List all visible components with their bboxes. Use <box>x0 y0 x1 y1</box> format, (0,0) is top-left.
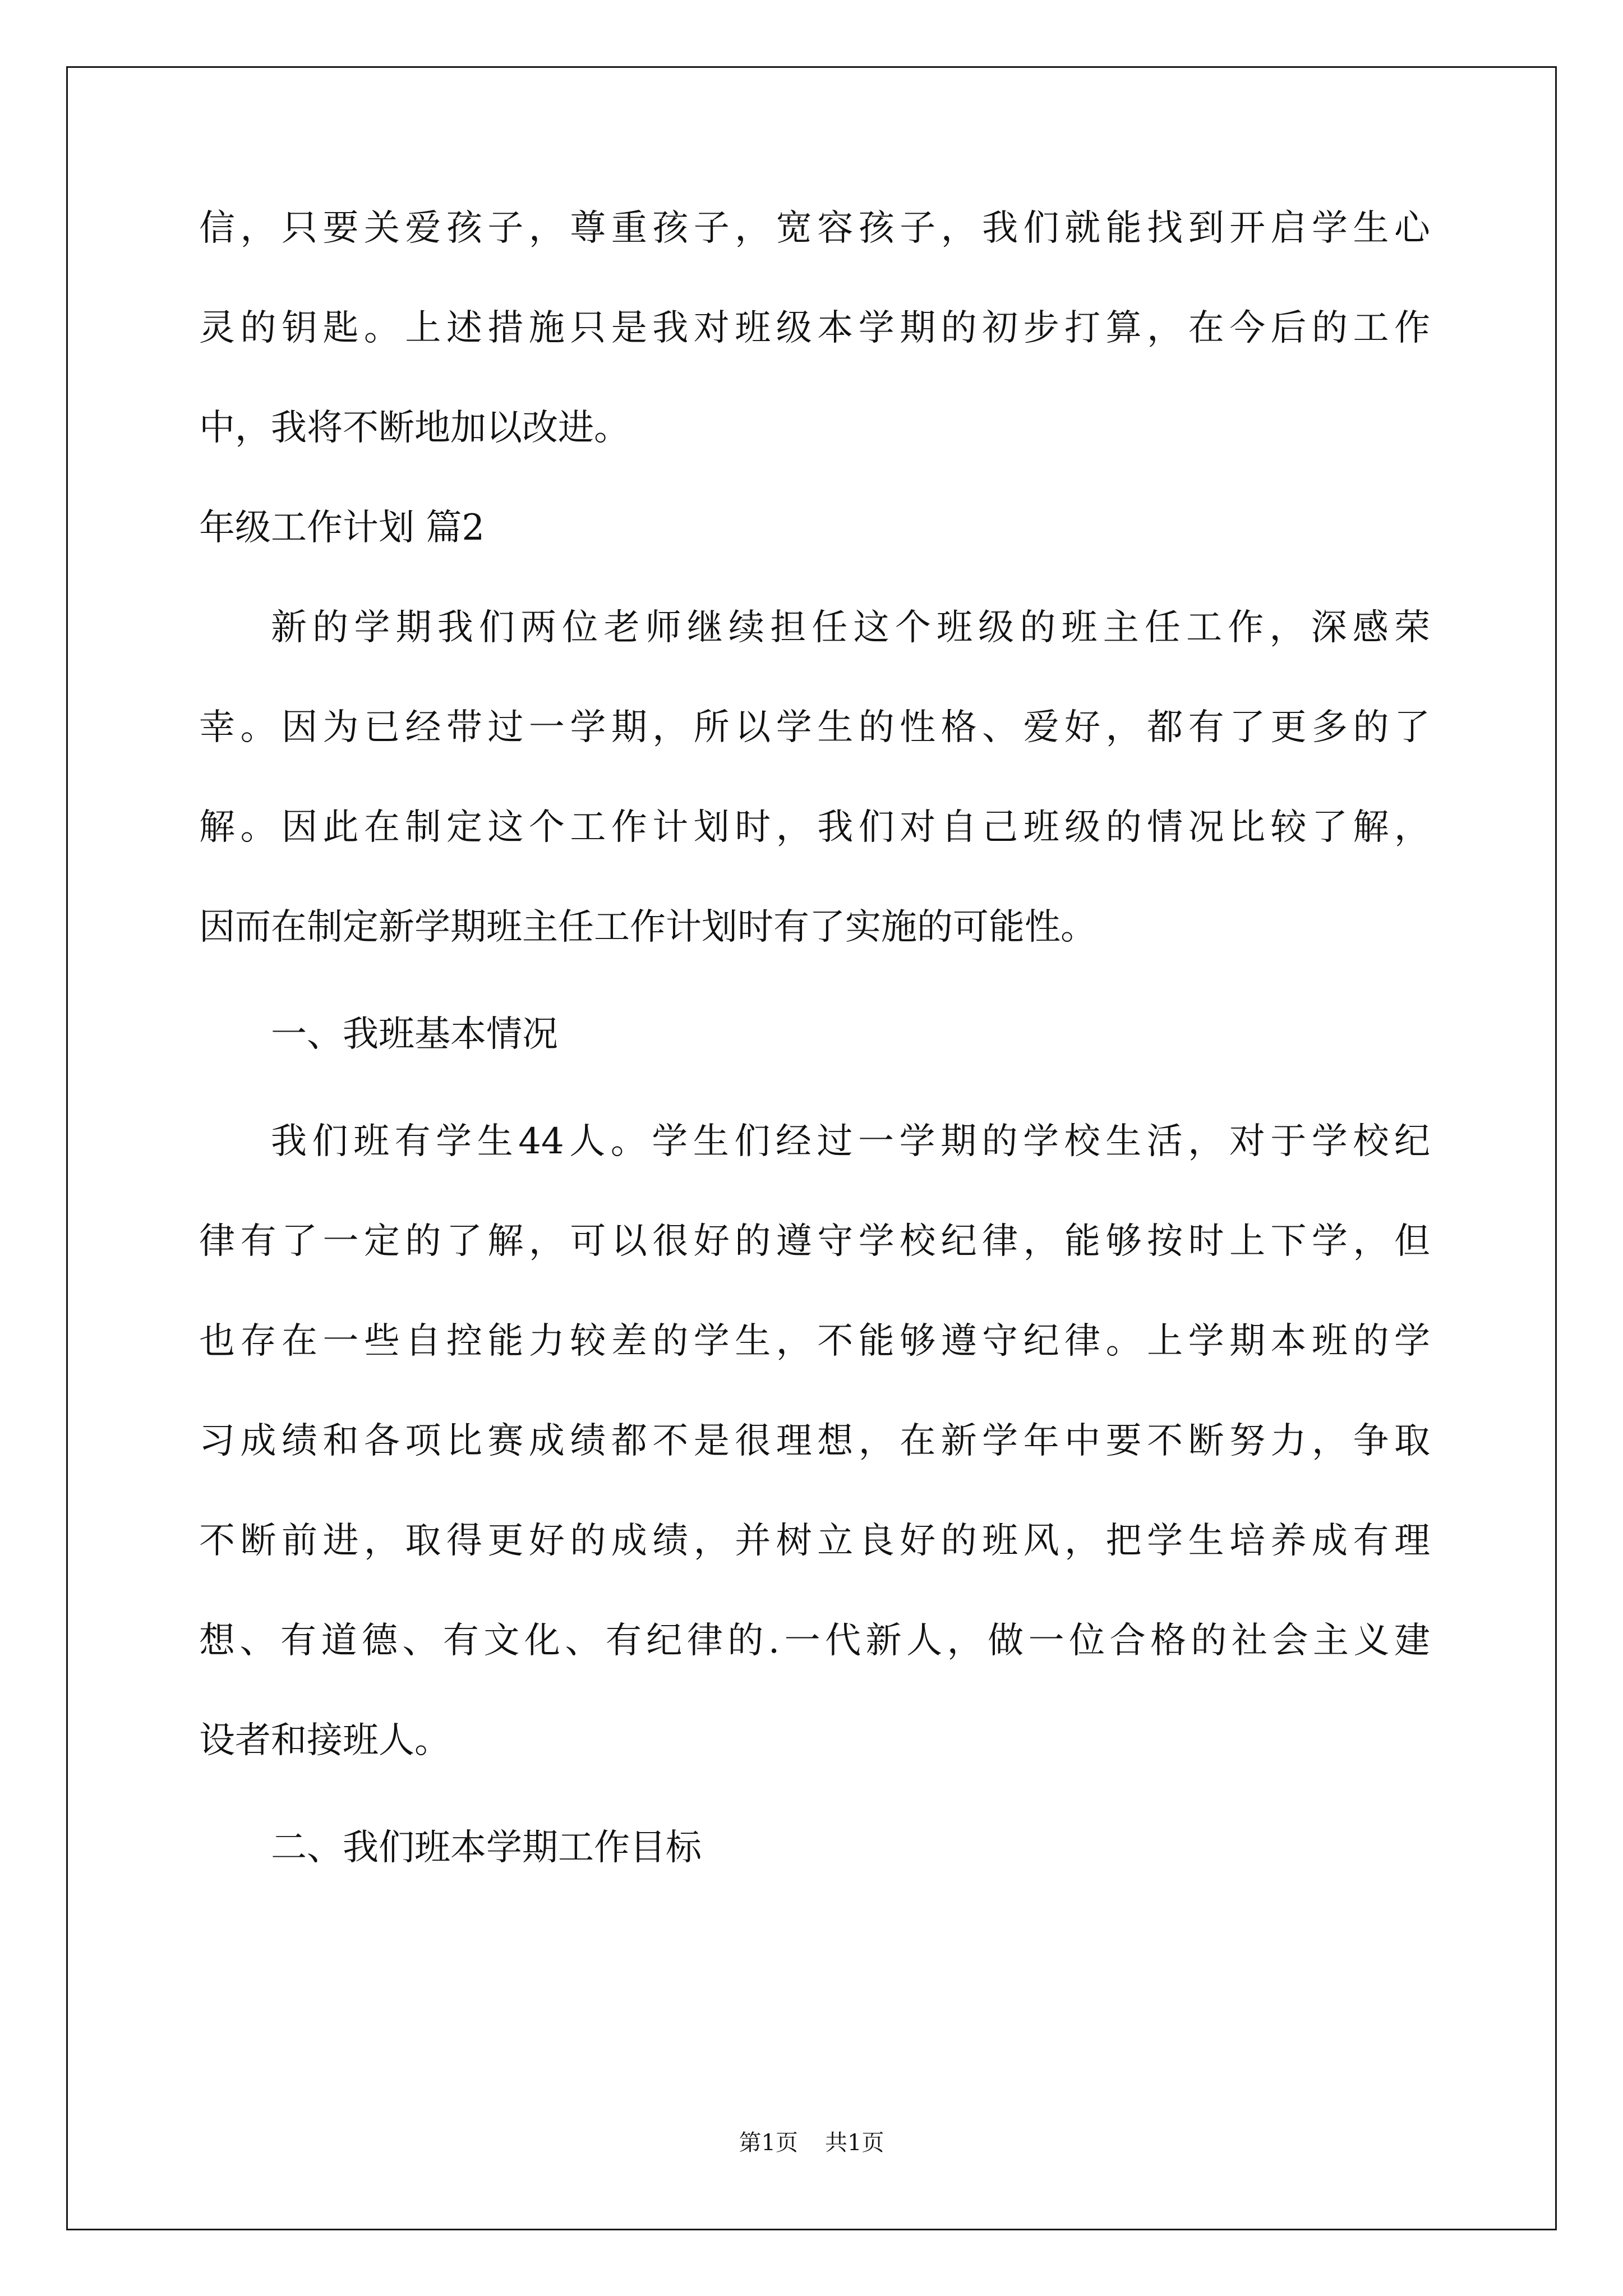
paragraph-line: 中，我将不断地加以改进。 <box>199 407 630 449</box>
paragraph-line: 信，只要关爱孩子，尊重孩子，宽容孩子，我们就能找到开启学生心 <box>199 208 1430 249</box>
paragraph-line: 也存在一些自控能力较差的学生，不能够遵守纪律。上学期本班的学 <box>199 1320 1430 1362</box>
subsection-heading: 二、我们班本学期工作目标 <box>271 1827 702 1869</box>
paragraph-line: 想、有道德、有文化、有纪律的.一代新人，做一位合格的社会主义建 <box>199 1620 1430 1662</box>
subsection-heading: 一、我班基本情况 <box>271 1014 558 1055</box>
page-total: 共1页 <box>825 2130 884 2156</box>
paragraph-line: 习成绩和各项比赛成绩都不是很理想，在新学年中要不断努力，争取 <box>199 1420 1430 1462</box>
section-title: 年级工作计划 篇2 <box>199 507 485 549</box>
paragraph-line: 灵的钥匙。上述措施只是我对班级本学期的初步打算，在今后的工作 <box>199 307 1430 349</box>
paragraph-line: 新的学期我们两位老师继续担任这个班级的班主任工作，深感荣 <box>271 607 1430 648</box>
paragraph-line: 不断前进，取得更好的成绩，并树立良好的班风，把学生培养成有理 <box>199 1520 1430 1562</box>
paragraph-line: 因而在制定新学期班主任工作计划时有了实施的可能性。 <box>199 907 1096 948</box>
paragraph-line: 设者和接班人。 <box>199 1720 450 1761</box>
paragraph-line: 我们班有学生44人。学生们经过一学期的学校生活，对于学校纪 <box>271 1121 1430 1162</box>
paragraph-line: 幸。因为已经带过一学期，所以学生的性格、爱好，都有了更多的了 <box>199 707 1430 748</box>
paragraph-line: 律有了一定的了解，可以很好的遵守学校纪律，能够按时上下学，但 <box>199 1221 1430 1262</box>
page-footer <box>0 2129 1623 2157</box>
page-number: 第1页 <box>739 2130 798 2156</box>
document-body <box>199 202 1430 1874</box>
paragraph-line: 解。因此在制定这个工作计划时，我们对自己班级的情况比较了解， <box>199 807 1430 848</box>
